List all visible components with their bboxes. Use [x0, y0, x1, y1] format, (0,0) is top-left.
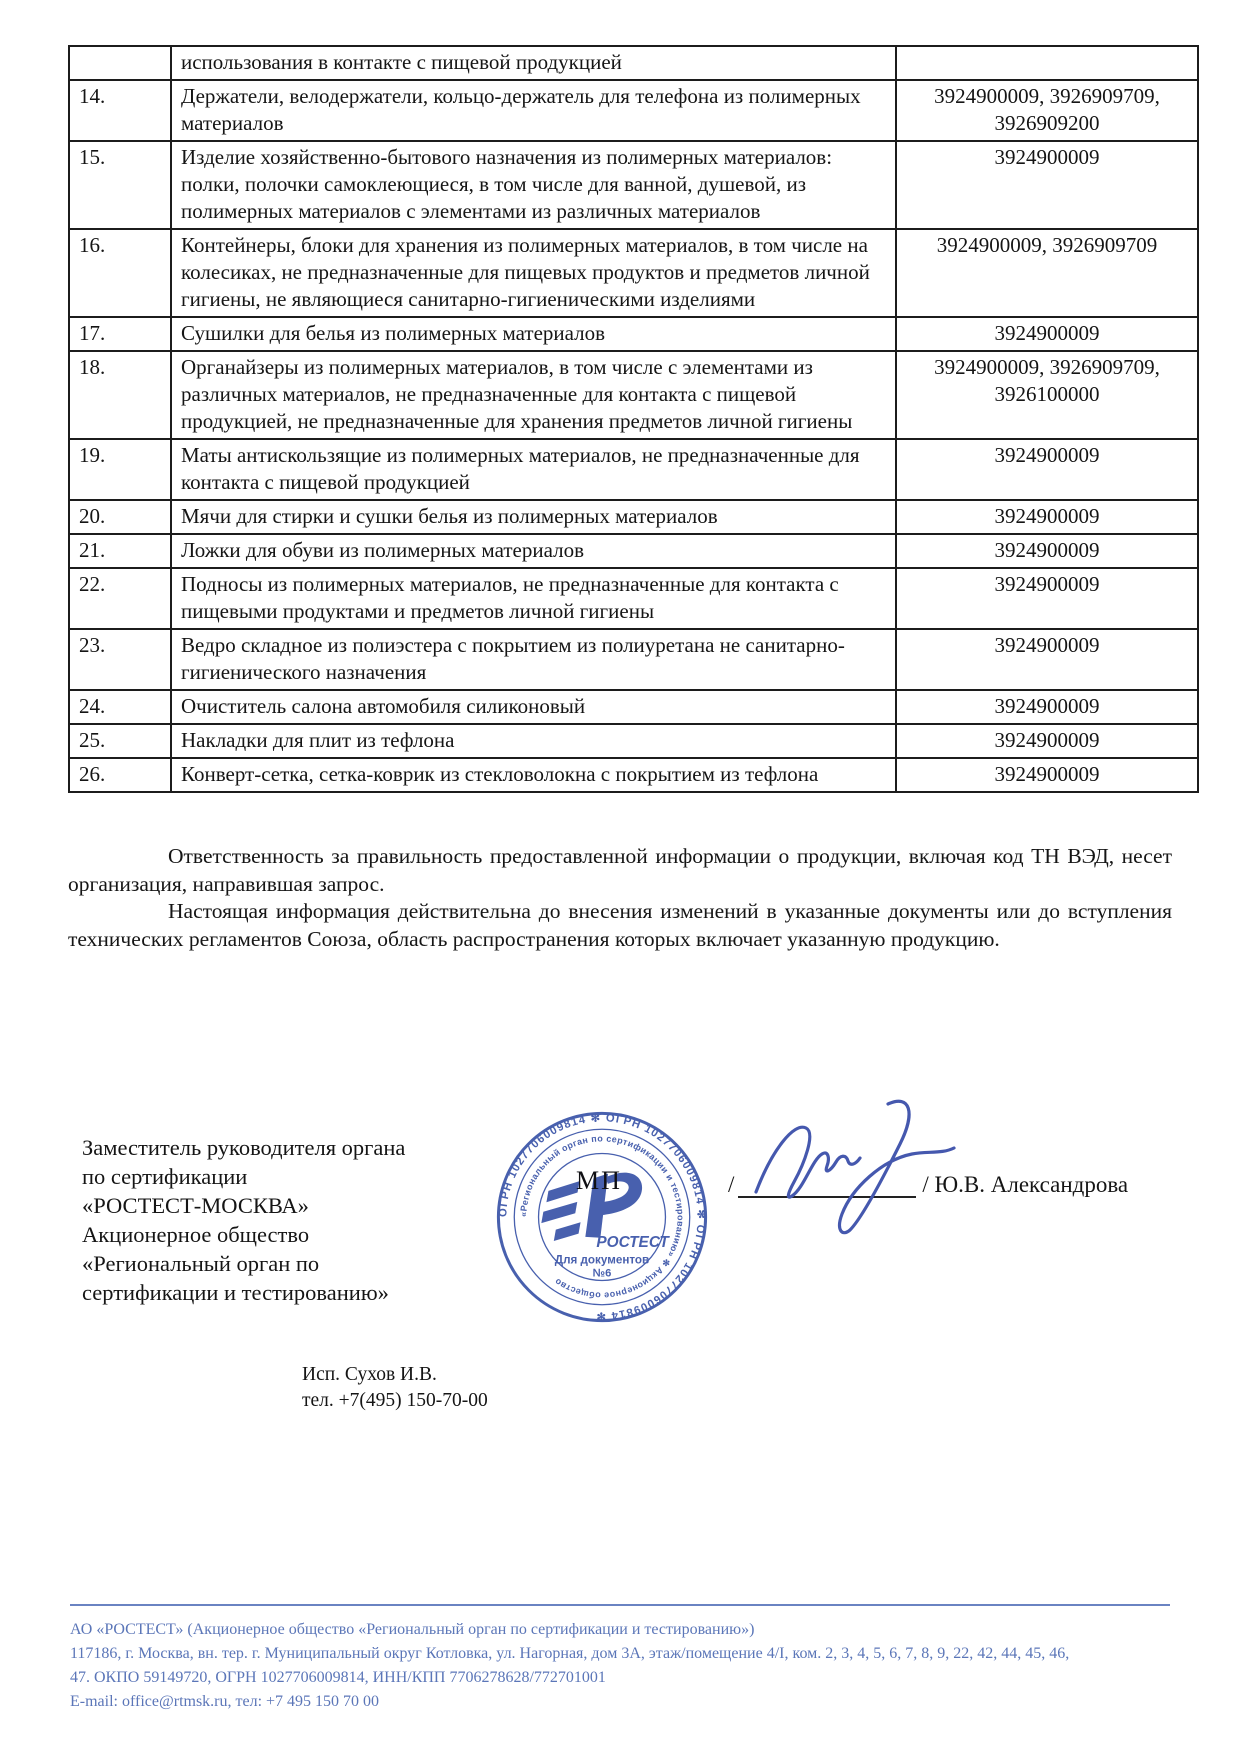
body-paragraphs [68, 843, 1172, 953]
row-number-cell: 24. [69, 690, 171, 724]
signatory-title-line: Заместитель руководителя органа [82, 1135, 406, 1160]
table-row [69, 568, 1198, 629]
products-codes-table [68, 45, 1199, 793]
row-number-cell: 21. [69, 534, 171, 568]
signatory-title-line: сертификации и тестированию» [82, 1280, 389, 1305]
row-number-cell: 23. [69, 629, 171, 690]
stamp-graphic [490, 1105, 714, 1329]
row-desc-cell: Маты антискользящие из полимерных материалов, не предназначенные для контакта с пищевой продукцией [171, 439, 896, 500]
stamp-center-line2: №6 [592, 1267, 612, 1280]
row-codes-cell: 3924900009 [896, 724, 1198, 758]
row-desc-cell: Сушилки для белья из полимерных материалов [171, 317, 896, 351]
row-number-cell [69, 46, 171, 80]
stamp-outer-ring-text: ОГРН 1027706009814 ✻ ОГРН 1027706009814 ✻ ОГРН 1027706009814 ✻ [497, 1112, 707, 1322]
row-number-cell: 14. [69, 80, 171, 141]
row-desc-cell: Очиститель салона автомобиля силиконовый [171, 690, 896, 724]
row-codes-cell: 3924900009 [896, 690, 1198, 724]
table-row [69, 80, 1198, 141]
row-desc-cell: Контейнеры, блоки для хранения из полимерных материалов, в том числе на колесиках, не предназначенные для пищевых продуктов и предметов личной гигиены, не являющиеся санитарно-гигиеническими изделиями [171, 229, 896, 317]
table-row [69, 317, 1198, 351]
row-desc-cell: Органайзеры из полимерных материалов, в том числе с элементами из различных материалов, не предназначенные для контакта с пищевой продукцией, не предназначенные для хранения предметов личной гигиены [171, 351, 896, 439]
footer-address-line: 117186, г. Москва, вн. тер. г. Муниципальный округ Котловка, ул. Нагорная, дом 3А, этаж/помещение 4/I, ком. 2, 3, 4, 5, 6, 7, 8, 9, 22, 42, 44, 45, 46, [70, 1645, 1070, 1662]
table-row [69, 229, 1198, 317]
table-row [69, 500, 1198, 534]
rostest-round-stamp [490, 1105, 714, 1329]
signature-blank-line [738, 1162, 916, 1198]
row-number-cell: 26. [69, 758, 171, 792]
row-codes-cell: 3924900009 [896, 629, 1198, 690]
row-codes-cell: 3924900009, 3926909709, 3926909200 [896, 80, 1198, 141]
row-codes-cell: 3924900009 [896, 534, 1198, 568]
row-number-cell: 22. [69, 568, 171, 629]
signatory-title-block [82, 1133, 482, 1307]
row-number-cell: 17. [69, 317, 171, 351]
row-codes-cell: 3924900009 [896, 439, 1198, 500]
row-desc-cell: Изделие хозяйственно-бытового назначения из полимерных материалов: полки, полочки самоклеющиеся, в том числе для ванной, душевой, из полимерных материалов с элементами из различных материалов [171, 141, 896, 229]
row-desc-cell: Конверт-сетка, сетка-коврик из стекловолокна с покрытием из тефлона [171, 758, 896, 792]
footer-contact-line: E-mail: office@rtmsk.ru, тел: +7 495 150 70 00 [70, 1693, 380, 1710]
mp-seal-placeholder-label: МП [576, 1166, 622, 1195]
row-desc-cell: Накладки для плит из тефлона [171, 724, 896, 758]
letterhead-footer [70, 1604, 1170, 1714]
signatory-name: / Ю.В. Александрова [922, 1172, 1129, 1197]
row-codes-cell: 3924900009 [896, 317, 1198, 351]
executor-block [302, 1362, 488, 1414]
row-number-cell: 16. [69, 229, 171, 317]
row-codes-cell: 3924900009 [896, 758, 1198, 792]
row-desc-cell: Мячи для стирки и сушки белья из полимерных материалов [171, 500, 896, 534]
table-row [69, 690, 1198, 724]
row-desc-cell: Ложки для обуви из полимерных материалов [171, 534, 896, 568]
table-row [69, 141, 1198, 229]
row-desc-cell: Ведро складное из полиэстера с покрытием из полиуретана не санитарно-гигиенического назначения [171, 629, 896, 690]
signatory-title-line: Акционерное общество [82, 1222, 310, 1247]
table-row [69, 724, 1198, 758]
row-codes-cell: 3924900009 [896, 141, 1198, 229]
footer-company-line: АО «РОСТЕСТ» (Акционерное общество «Региональный орган по сертификации и тестированию») [70, 1621, 755, 1638]
row-number-cell: 15. [69, 141, 171, 229]
table-row [69, 629, 1198, 690]
stamp-center-line1: Для документов [554, 1253, 650, 1267]
executor-phone: тел. +7(495) 150-70-00 [302, 1390, 488, 1411]
table-row-carryover [69, 46, 1198, 80]
paragraph-responsibility: Ответственность за правильность предоставленной информации о продукции, включая код ТН ВЭД, несет организация, направившая запрос. [68, 844, 1172, 896]
row-codes-cell [896, 46, 1198, 80]
paragraph-validity: Настоящая информация действительна до внесения изменений в указанные документы или до вступления технических регламентов Союза, область распространения которых включает указанную продукцию. [68, 899, 1172, 951]
row-codes-cell: 3924900009 [896, 500, 1198, 534]
row-number-cell: 25. [69, 724, 171, 758]
table-row [69, 439, 1198, 500]
table-row [69, 534, 1198, 568]
row-number-cell: 18. [69, 351, 171, 439]
footer-registry-line: 47. ОКПО 59149720, ОГРН 1027706009814, ИНН/КПП 7706278628/772701001 [70, 1669, 606, 1686]
row-codes-cell: 3924900009, 3926909709 [896, 229, 1198, 317]
row-desc-cell: использования в контакте с пищевой продукцией [171, 46, 896, 80]
row-number-cell: 19. [69, 439, 171, 500]
table-row [69, 758, 1198, 792]
row-codes-cell: 3924900009 [896, 568, 1198, 629]
executor-name: Исп. Сухов И.В. [302, 1364, 437, 1385]
row-desc-cell: Держатели, велодержатели, кольцо-держатель для телефона из полимерных материалов [171, 80, 896, 141]
signatory-title-line: «РОСТЕСТ-МОСКВА» [82, 1193, 309, 1218]
row-codes-cell: 3924900009, 3926909709, 3926100000 [896, 351, 1198, 439]
signatory-title-line: по сертификации [82, 1164, 248, 1189]
stamp-inner-ring-text: «Региональный орган по сертификации и тестированию» ✻ Акционерное общество [518, 1133, 686, 1301]
row-number-cell: 20. [69, 500, 171, 534]
table-row [69, 351, 1198, 439]
signature-line-row [728, 1154, 1128, 1198]
signature-slash: / [728, 1172, 735, 1197]
row-desc-cell: Подносы из полимерных материалов, не предназначенные для контакта с пищевыми продуктами и предметов личной гигиены [171, 568, 896, 629]
signatory-title-line: «Региональный орган по [82, 1251, 320, 1276]
stamp-brand-text: РОСТЕСТ [596, 1233, 669, 1251]
